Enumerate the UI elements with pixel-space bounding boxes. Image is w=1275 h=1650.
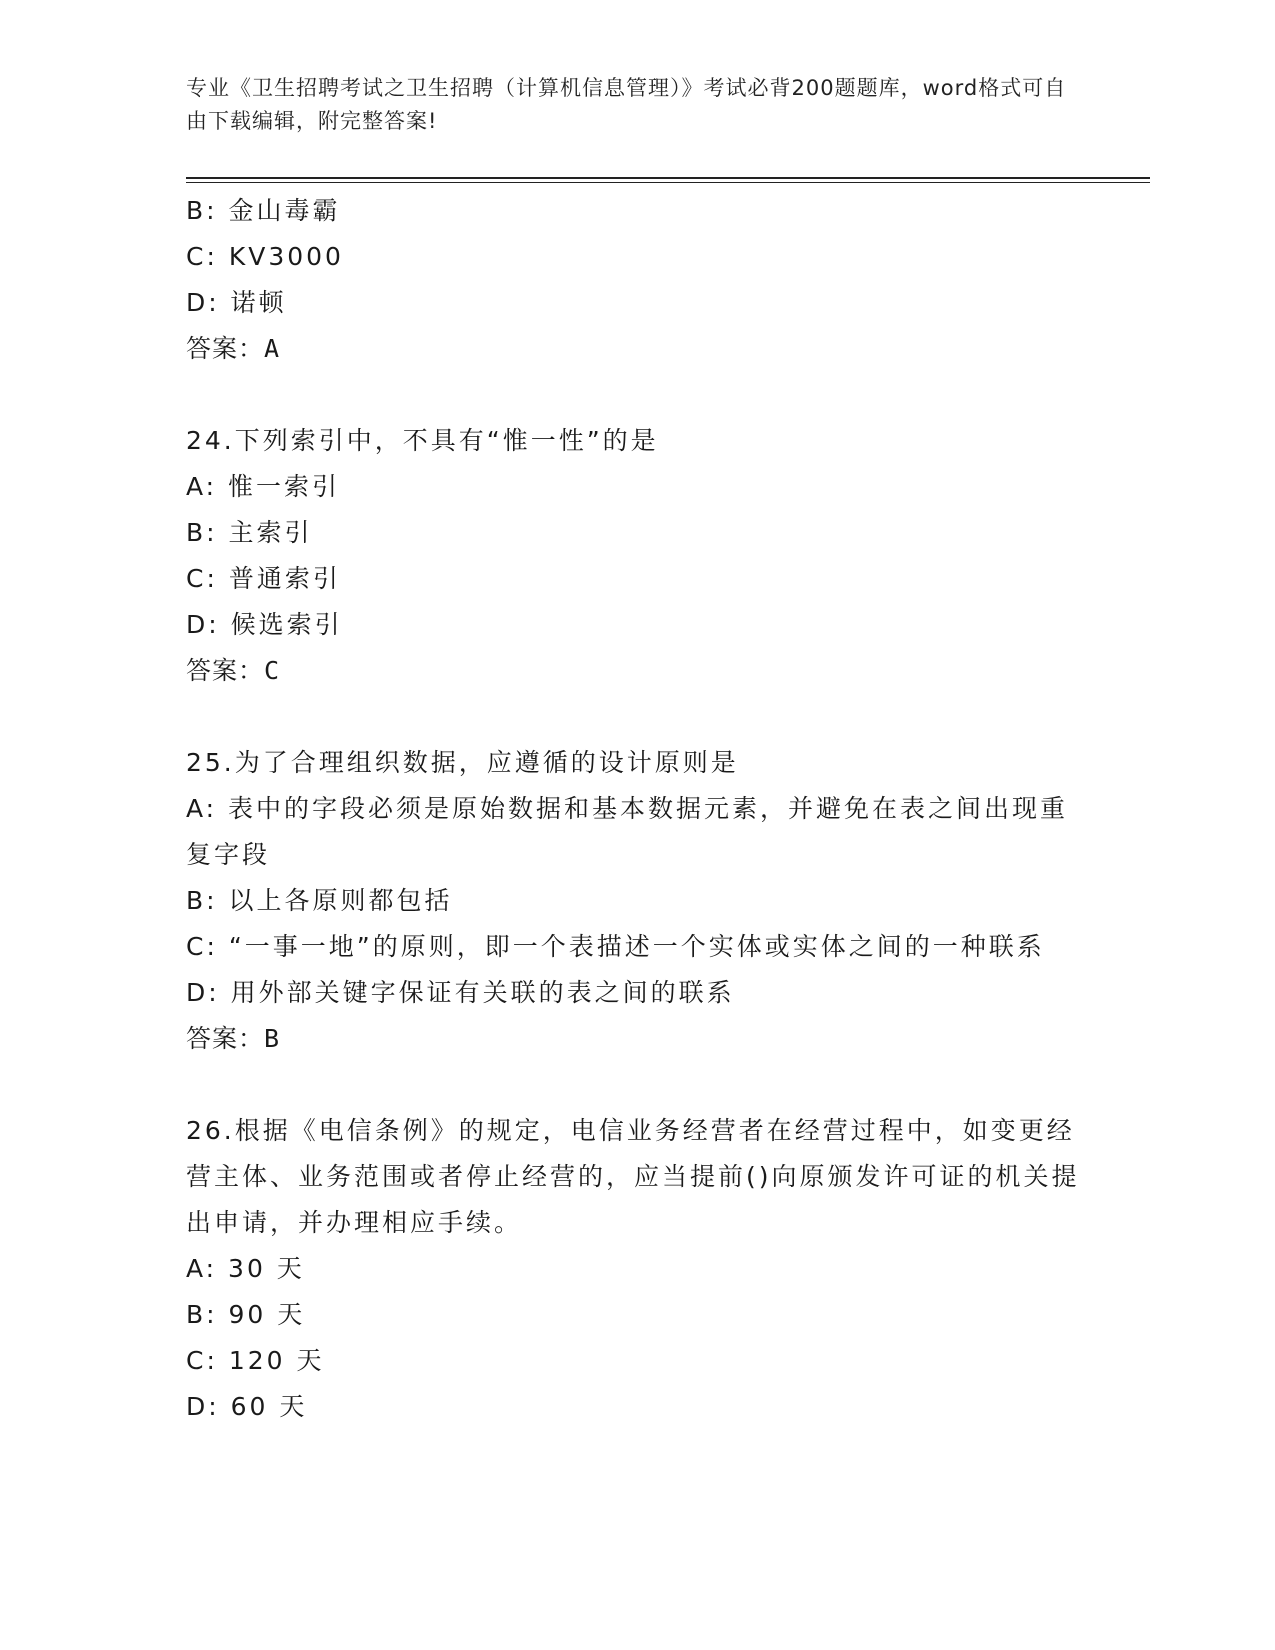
option-d: D: 候选索引: [186, 610, 343, 639]
option-d: D: 用外部关键字保证有关联的表之间的联系: [186, 978, 735, 1007]
answer-line: [186, 648, 1086, 694]
answer-value: A: [264, 334, 281, 363]
header-divider-thick: [186, 177, 1150, 179]
option-d: D: 60 天: [186, 1392, 308, 1421]
document-header: 专业《卫生招聘考试之卫生招聘（计算机信息管理）》考试必背200题题库，word格式可自由下载编辑，附完整答案!: [186, 76, 1067, 133]
answer-value: B: [264, 1024, 281, 1053]
option-c: C: “一事一地”的原则，即一个表描述一个实体或实体之间的一种联系: [186, 932, 1045, 961]
answer-label: 答案：: [186, 1024, 265, 1053]
option-b: B: 以上各原则都包括: [186, 886, 453, 915]
answer-line: [186, 1016, 1086, 1062]
option-b: B: 主索引: [186, 518, 313, 547]
option-c: C: 普通索引: [186, 564, 341, 593]
question-23-tail: [186, 188, 1086, 372]
question-26: [186, 1108, 1086, 1430]
option-d: D: 诺顿: [186, 288, 287, 317]
question-25: [186, 740, 1086, 1062]
answer-value: C: [264, 656, 281, 685]
option-a: A: 表中的字段必须是原始数据和基本数据元素，并避免在表之间出现重复字段: [186, 794, 1069, 869]
option-b: B: 90 天: [186, 1300, 306, 1329]
question-text: 25.为了合理组织数据，应遵循的设计原则是: [186, 748, 739, 777]
question-24: [186, 418, 1086, 694]
question-list: [186, 188, 1086, 1430]
option-b: B: 金山毒霸: [186, 196, 341, 225]
option-c: C: KV3000: [186, 242, 344, 271]
answer-line: [186, 326, 1086, 372]
option-a: A: 惟一索引: [186, 472, 341, 501]
header-divider-thin: [186, 182, 1150, 183]
answer-label: 答案：: [186, 656, 265, 685]
option-a: A: 30 天: [186, 1254, 305, 1283]
question-text: 26.根据《电信条例》的规定，电信业务经营者在经营过程中，如变更经营主体、业务范围或者停止经营的，应当提前()向原颁发许可证的机关提出申请，并办理相应手续。: [186, 1116, 1080, 1237]
option-c: C: 120 天: [186, 1346, 325, 1375]
answer-label: 答案：: [186, 334, 265, 363]
question-text: 24.下列索引中，不具有“惟一性”的是: [186, 426, 659, 455]
